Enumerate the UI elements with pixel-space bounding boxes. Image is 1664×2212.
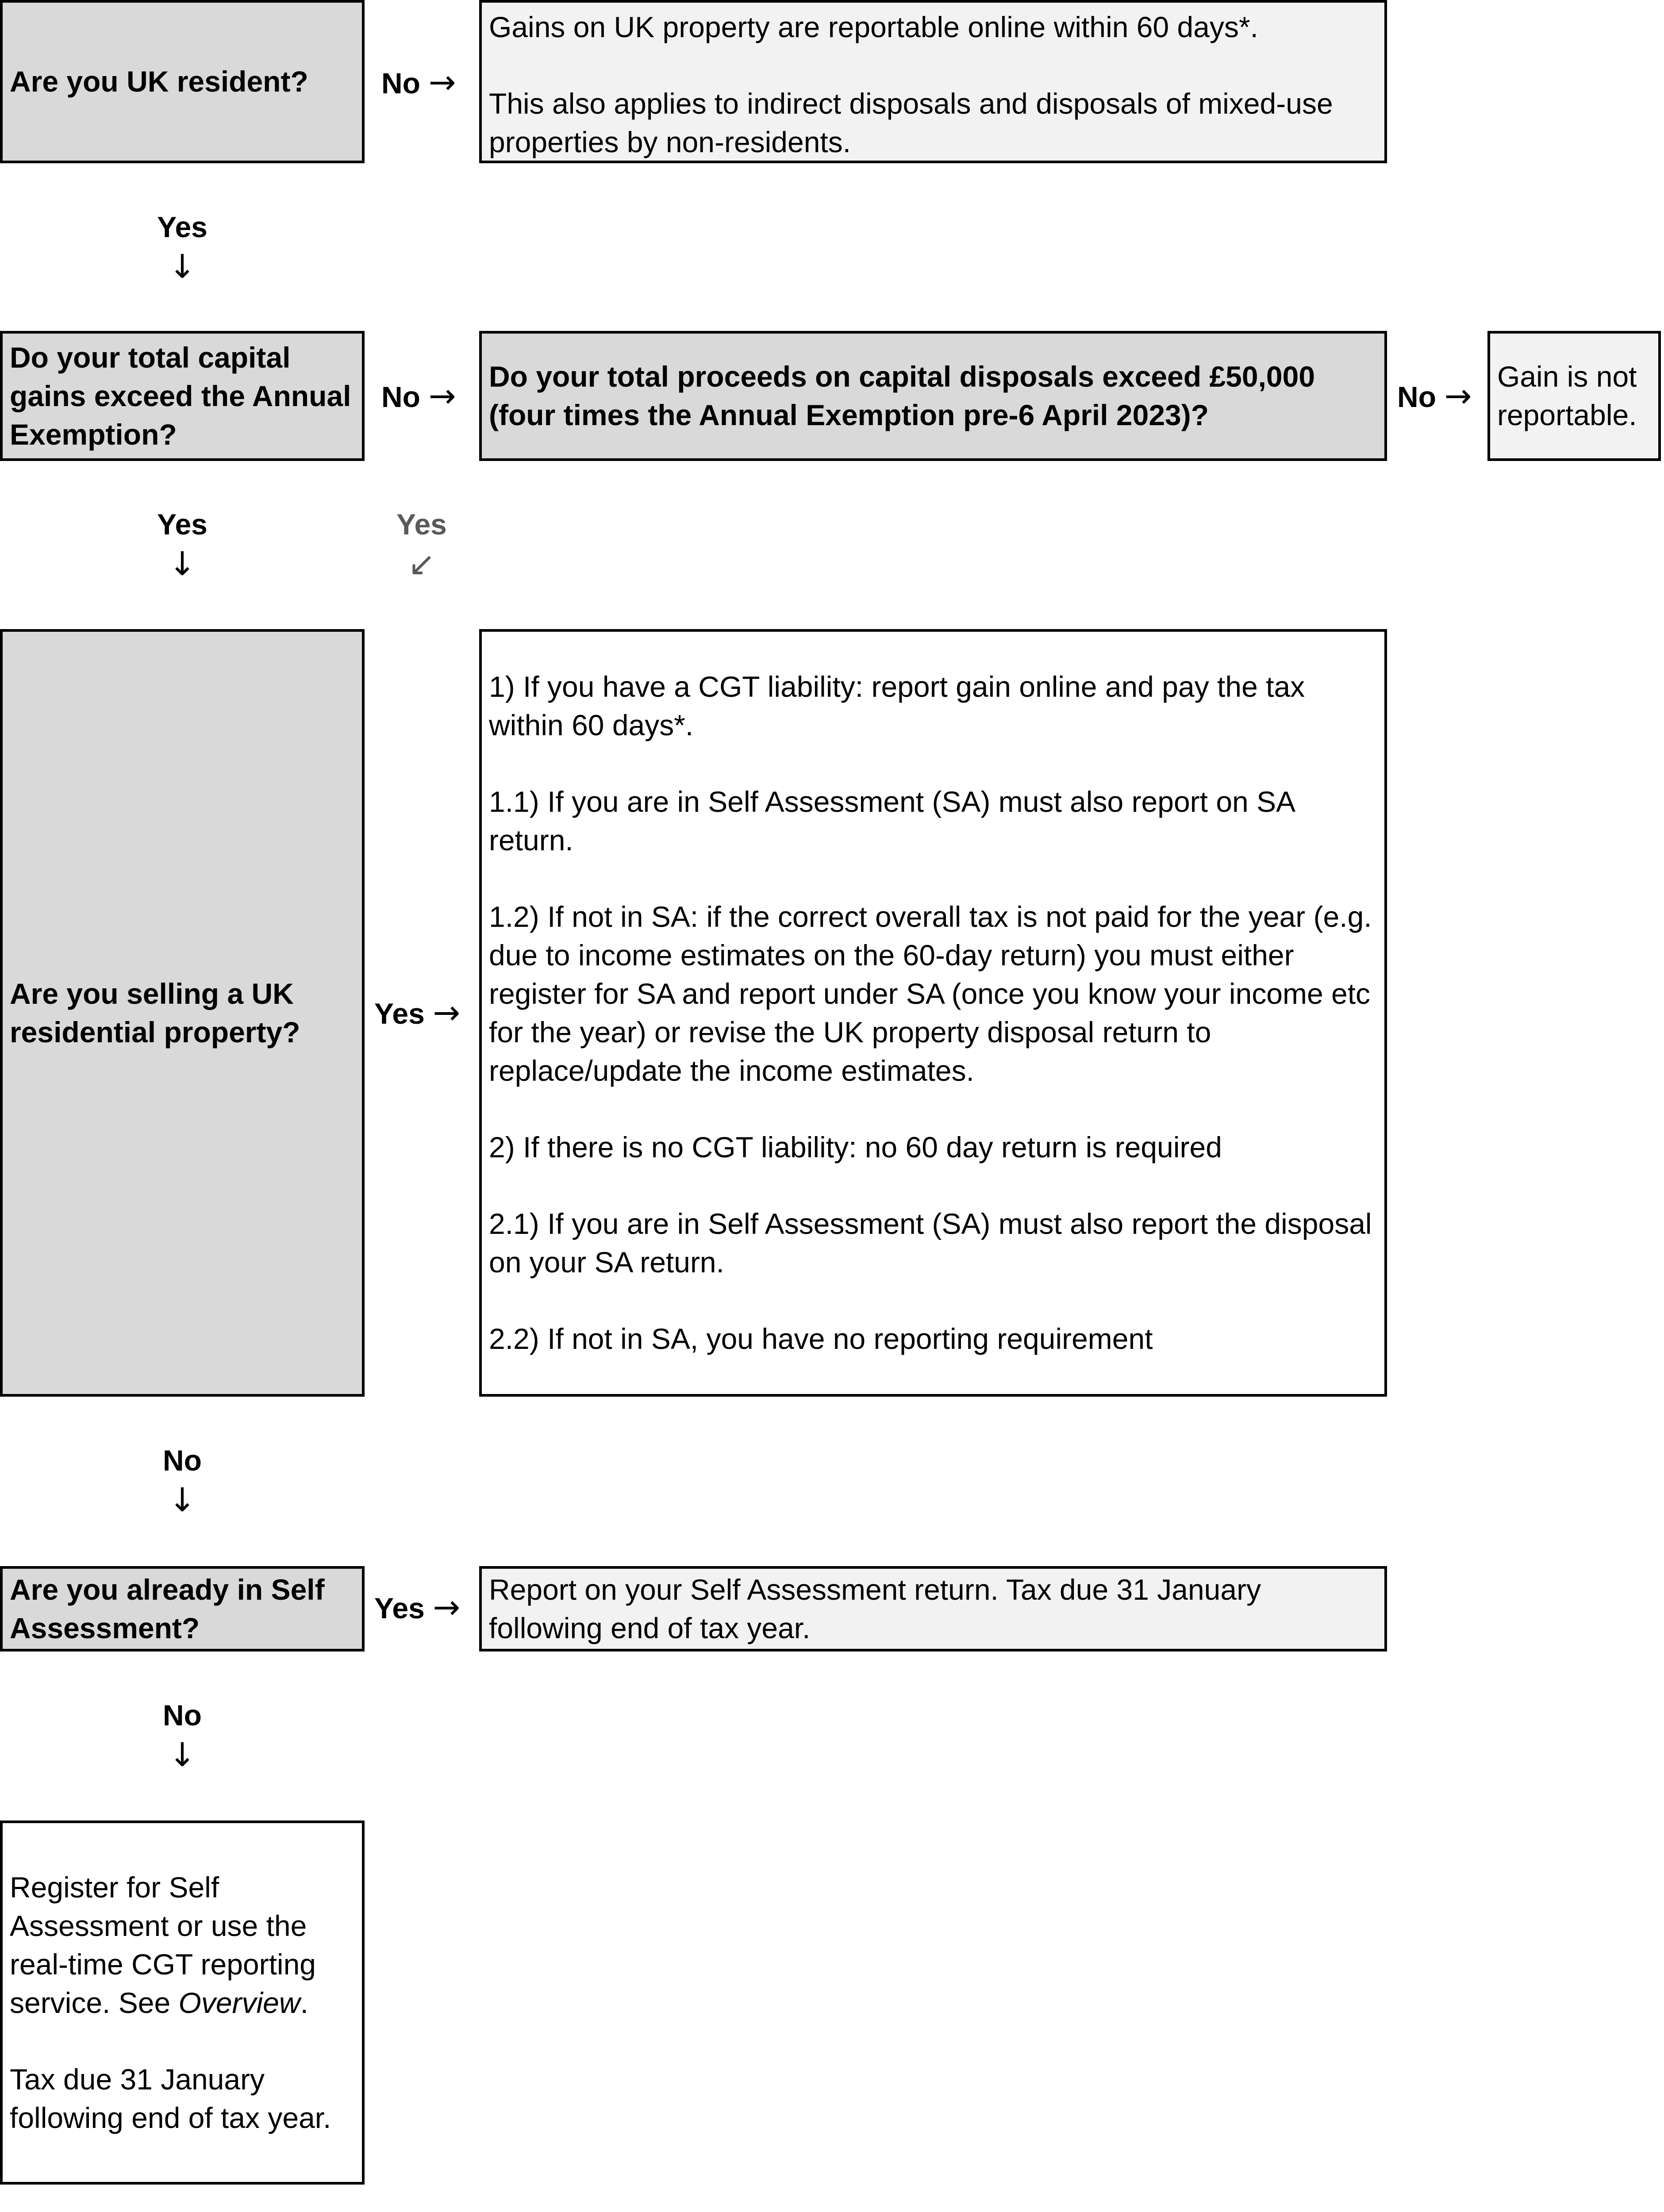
q3-yes-connector (374, 994, 460, 1033)
final-outcome-line-1-text: Register for Self Assessment or use the real-time CGT reporting service. See (10, 1870, 324, 2019)
q1-question-box (0, 0, 365, 163)
q3-no-connector (129, 1441, 235, 1521)
q1-no-arrow-icon: → (428, 63, 456, 101)
q4-yes-connector (374, 1588, 460, 1628)
q3-yes-arrow-icon: → (433, 994, 461, 1032)
q4-yes-label: Yes (374, 1592, 425, 1624)
q1-no-outcome-box (479, 0, 1387, 163)
q1-yes-arrow-icon: ↓ (168, 248, 196, 286)
q1-no-outcome-line-1: Gains on UK property are reportable online within 60 days*. (489, 11, 1258, 43)
q2-yes-connector (129, 505, 235, 584)
q4-yes-outcome: Report on your Self Assessment return. Tax due 31 January following end of tax year. (489, 1573, 1269, 1644)
q1-yes-connector (129, 208, 235, 287)
q3-outcome-1: 1) If you have a CGT liability: report gain online and pay the tax within 60 days*. (489, 670, 1313, 741)
final-outcome-line-1-end: . (300, 1986, 308, 2019)
q2-question: Do your total capital gains exceed the Annual Exemption? (10, 341, 359, 451)
q2b-yes-connector (369, 505, 475, 584)
q4-no-connector (129, 1696, 235, 1775)
q3-outcome-2-2: 2.2) If not in SA, you have no reporting requirement (489, 1322, 1153, 1355)
q1-no-connector (381, 63, 456, 103)
q4-question: Are you already in Self Assessment? (10, 1573, 332, 1644)
q4-yes-outcome-box (479, 1566, 1387, 1651)
q2-yes-arrow-icon: ↓ (168, 545, 196, 583)
q2b-yes-arrow-icon: ↙ (407, 545, 435, 583)
q4-yes-arrow-icon: → (433, 1588, 461, 1626)
q2b-no-connector (1397, 377, 1472, 416)
q2b-no-outcome: Gain is not reportable. (1497, 360, 1645, 431)
q3-no-label: No (163, 1444, 202, 1477)
q3-outcome-2-1: 2.1) If you are in Self Assessment (SA) must also report the disposal on your SA return. (489, 1207, 1380, 1279)
q3-no-arrow-icon: ↓ (168, 1481, 196, 1519)
q2b-no-outcome-box (1487, 331, 1661, 461)
q2b-no-label: No (1397, 380, 1436, 413)
q2-no-label: No (381, 380, 420, 413)
q3-yes-outcome-box (479, 629, 1387, 1397)
q2-question-box (0, 331, 365, 461)
q3-yes-label: Yes (374, 997, 425, 1030)
overview-link[interactable]: Overview (178, 1986, 300, 2019)
q3-outcome-1-1: 1.1) If you are in Self Assessment (SA) must also report on SA return. (489, 785, 1302, 856)
q1-question: Are you UK resident? (10, 65, 308, 98)
q2b-question: Do your total proceeds on capital disposals exceed £50,000 (four times the Annual Exemption pre-6 April 2023)? (489, 360, 1323, 431)
q3-question: Are you selling a UK residential property? (10, 977, 302, 1048)
q2b-yes-label: Yes (396, 508, 447, 541)
q2-no-connector (381, 377, 456, 416)
q1-no-outcome-line-2: This also applies to indirect disposals and disposals of mixed-use properties by non-residents. (489, 87, 1341, 158)
q2b-question-box (479, 331, 1387, 461)
q4-question-box (0, 1566, 365, 1651)
q2-yes-label: Yes (157, 508, 208, 541)
final-outcome-line-1 (10, 1868, 355, 2022)
q2b-no-arrow-icon: → (1444, 377, 1472, 415)
q4-no-label: No (163, 1699, 202, 1732)
final-outcome-line-2: Tax due 31 January following end of tax year. (10, 2062, 331, 2134)
q2-no-arrow-icon: → (428, 377, 456, 415)
q1-yes-label: Yes (157, 211, 208, 243)
q3-question-box (0, 629, 365, 1397)
final-outcome-box (0, 1820, 365, 2185)
q3-outcome-1-2: 1.2) If not in SA: if the correct overall tax is not paid for the year (e.g. due to income estimates on the 60-day return) you must either register for SA and report under SA (once you know your income etc for the year) or revise the UK property disposal return to replace/update the income estimates. (489, 900, 1380, 1087)
q3-outcome-2: 2) If there is no CGT liability: no 60 day return is required (489, 1131, 1222, 1164)
q1-no-label: No (381, 67, 420, 100)
q4-no-arrow-icon: ↓ (168, 1736, 196, 1774)
